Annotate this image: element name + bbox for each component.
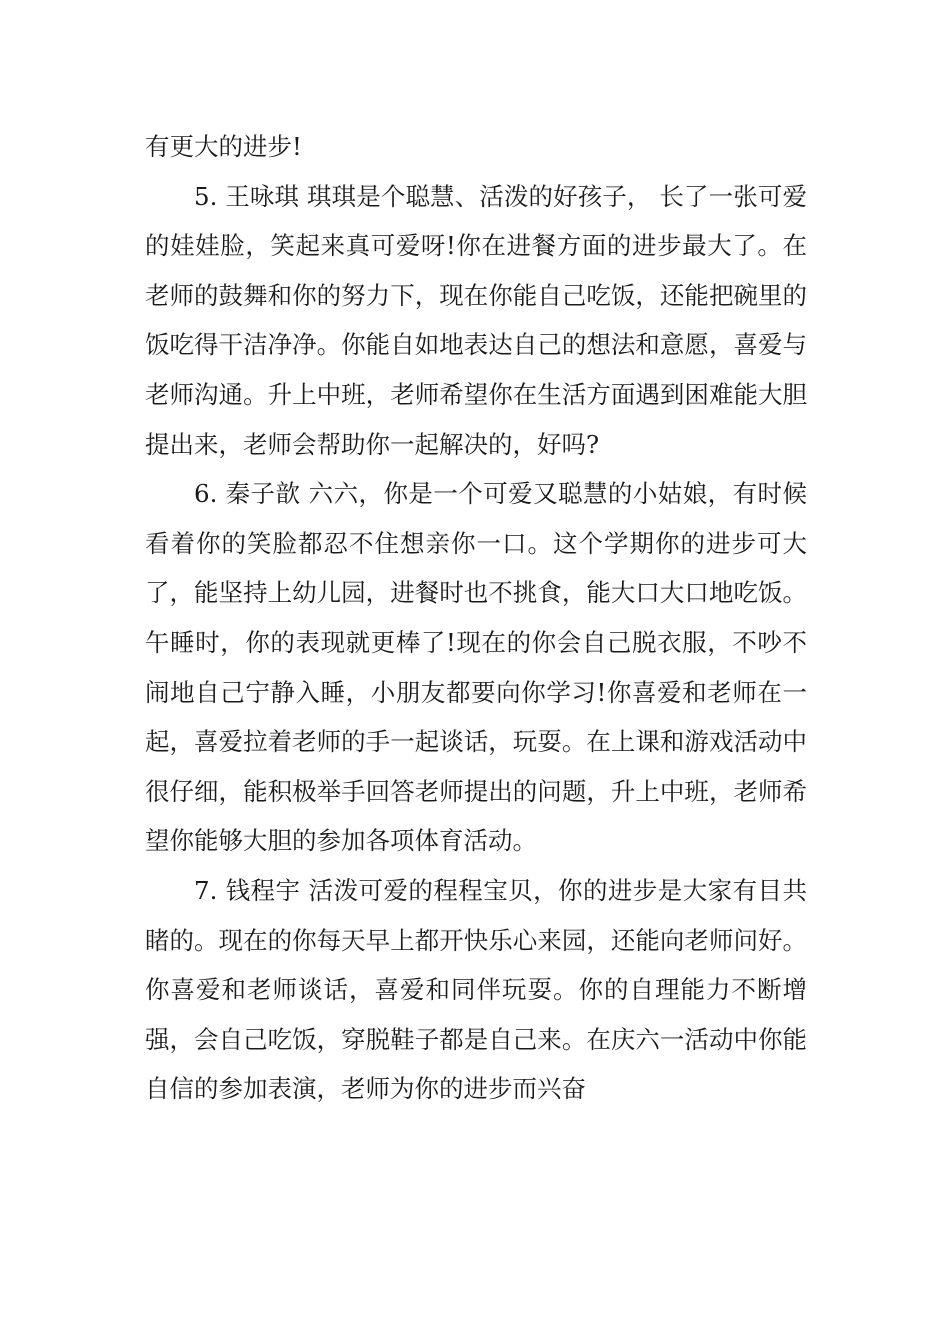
document-page — [145, 122, 807, 1114]
paragraph-5: 5. 王咏琪 琪琪是个聪慧、活泼的好孩子， 长了一张可爱的娃娃脸，笑起来真可爱呀!你在进餐方面的进步最大了。在老师的鼓舞和你的努力下，现在你能自己吃饭，还能把碗里的饭吃得干洁净净。你能自如地表达自己的想法和意愿，喜爱与老师沟通。升上中班，老师希望你在生活方面遇到困难能大胆提出来，老师会帮助你一起解决的，好吗? — [145, 181, 807, 459]
paragraph-6: 6. 秦子歆 六六，你是一个可爱又聪慧的小姑娘，有时候看着你的笑脸都忍不住想亲你一口。这个学期你的进步可大了，能坚持上幼儿园，进餐时也不挑食，能大口大口地吃饭。午睡时，你的表现就更棒了!现在的你会自己脱衣服，不吵不闹地自己宁静入睡，小朋友都要向你学习!你喜爱和老师在一起，喜爱拉着老师的手一起谈话，玩耍。在上课和游戏活动中很仔细，能积极举手回答老师提出的问题，升上中班，老师希望你能够大胆的参加各项体育活动。 — [145, 479, 807, 856]
paragraph-7: 7. 钱程宇 活泼可爱的程程宝贝，你的进步是大家有目共睹的。现在的你每天早上都开快乐心来园，还能向老师问好。你喜爱和老师谈话，喜爱和同伴玩耍。你的自理能力不断增强，会自己吃饭，穿脱鞋子都是自己来。在庆六一活动中你能自信的参加表演，老师为你的进步而兴奋 — [145, 875, 807, 1104]
paragraph-continuation: 有更大的进步! — [145, 132, 302, 161]
